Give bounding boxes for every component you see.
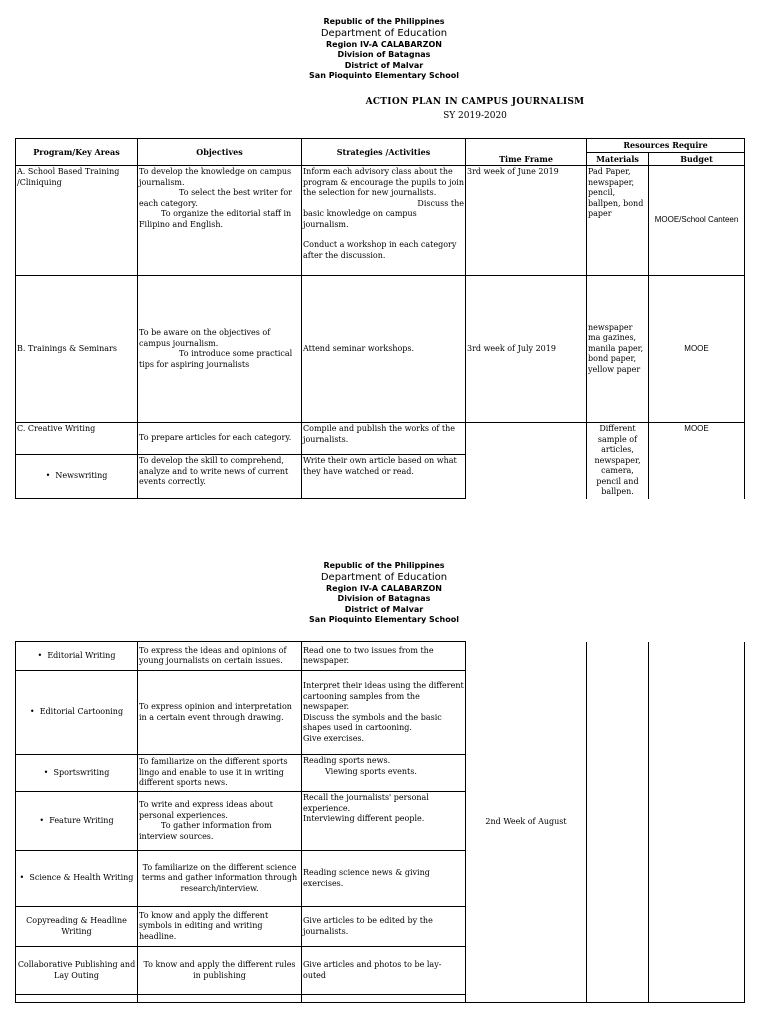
- col-objectives: Objectives: [138, 139, 302, 166]
- strategies-b: Attend seminar workshops.: [302, 276, 466, 423]
- strategies-copyreading: Give articles to be edited by the journalists.: [302, 907, 466, 947]
- objectives-science: To familiarize on the different science terms and gather information through research/interview.: [138, 851, 302, 907]
- program-c: C. Creative Writing: [16, 423, 138, 455]
- header-school: San Pioquinto Elementary School: [309, 615, 459, 624]
- program-copyreading: Copyreading & Headline Writing: [16, 907, 138, 947]
- page1-header: [0, 17, 768, 82]
- strategies-newswriting: Write their own article based on what they have watched or read.: [302, 455, 466, 499]
- objectives-copyreading: To know and apply the different symbols in editing and writing headline.: [138, 907, 302, 947]
- table-row: [16, 423, 745, 455]
- objectives-newswriting: To develop the skill to comprehend, analyze and to write news of current events correctly.: [138, 455, 302, 499]
- col-program: Program/Key Areas: [16, 139, 138, 166]
- strategies-cartooning: Interpret their ideas using the different cartooning samples from the newspaper. Discuss the symbols and the basic shapes used in cartooning. Give exercises.: [302, 671, 466, 755]
- header-school: San Pioquinto Elementary School: [309, 71, 459, 80]
- header-republic: Republic of the Philippines: [323, 561, 445, 570]
- program-a: A. School Based Training /Cliniquing: [16, 166, 138, 276]
- time-b: 3rd week of July 2019: [466, 276, 587, 423]
- budget-page2: [649, 642, 745, 1003]
- strategies-c: Compile and publish the works of the journalists.: [302, 423, 466, 455]
- materials-b: newspaper ma gazines, manila paper, bond paper, yellow paper: [587, 276, 649, 423]
- program-empty: [16, 995, 138, 1003]
- strategies-empty: [302, 995, 466, 1003]
- strategies-a: Inform each advisory class about the program & encourage the pupils to join the selection for new journalists. Discuss the basic knowledge on campus journalism. Conduct a workshop in each category after the discussion.: [302, 166, 466, 276]
- objectives-empty: [138, 995, 302, 1003]
- school-year: SY 2019-2020: [443, 111, 507, 121]
- program-editorial: • Editorial Writing: [16, 642, 138, 671]
- materials-a: Pad Paper, newspaper, pencil, ballpen, bond paper: [587, 166, 649, 276]
- program-cartooning: • Editorial Cartooning: [16, 671, 138, 755]
- plan-title: ACTION PLAN IN CAMPUS JOURNALISM: [365, 97, 585, 107]
- header-division: Division of Batagnas: [337, 594, 431, 603]
- header-department: Department of Education: [320, 27, 448, 39]
- strategies-science: Reading science news & giving exercises.: [302, 851, 466, 907]
- objectives-sportswriting: To familiarize on the different sports lingo and enable to use it in writing different sports news.: [138, 755, 302, 792]
- strategies-collaborative: Give articles and photos to be lay-outed: [302, 947, 466, 995]
- objectives-cartooning: To express opinion and interpretation in a certain event through drawing.: [138, 671, 302, 755]
- budget-c: MOOE: [649, 423, 745, 499]
- time-page2: 2nd Week of August: [466, 642, 587, 1003]
- header-division: Division of Batagnas: [337, 50, 431, 59]
- header-republic: Republic of the Philippines: [323, 17, 445, 26]
- header-department: Department of Education: [320, 571, 448, 583]
- strategies-feature: Recall the journalists' personal experience. Interviewing different people.: [302, 792, 466, 851]
- strategies-sportswriting: Reading sports news. Viewing sports events.: [302, 755, 466, 792]
- program-sportswriting: • Sportswriting: [16, 755, 138, 792]
- col-strategies: Strategies /Activities: [302, 139, 466, 166]
- header-district: District of Malvar: [344, 60, 424, 70]
- objectives-c: To prepare articles for each category.: [138, 423, 302, 455]
- col-resources: Resources Require: [587, 139, 745, 153]
- program-newswriting: • Newswriting: [16, 455, 138, 499]
- strategies-editorial: Read one to two issues from the newspaper.: [302, 642, 466, 671]
- objectives-a: To develop the knowledge on campus journalism. To select the best writer for each category. To organize the editorial staff in Filipino and English.: [138, 166, 302, 276]
- materials-page2: [587, 642, 649, 1003]
- program-feature: • Feature Writing: [16, 792, 138, 851]
- objectives-b: To be aware on the objectives of campus journalism. To introduce some practical tips for aspiring journalists: [138, 276, 302, 423]
- col-time-frame: Time Frame: [466, 139, 587, 166]
- header-region: Region IV-A CALABARZON: [325, 39, 442, 49]
- program-science: • Science & Health Writing: [16, 851, 138, 907]
- col-materials: Materials: [587, 152, 649, 166]
- objectives-feature: To write and express ideas about personal experiences. To gather information from interview sources.: [138, 792, 302, 851]
- time-c: [466, 423, 587, 499]
- action-plan-table-page1: [15, 138, 745, 499]
- table-row: [16, 276, 745, 423]
- page2-header: [0, 561, 768, 626]
- program-collaborative: Collaborative Publishing and Lay Outing: [16, 947, 138, 995]
- table-row: [16, 642, 745, 671]
- materials-c: Different sample of articles, newspaper, camera, pencil and ballpen.: [587, 423, 649, 499]
- action-plan-table-page2: [15, 641, 745, 1003]
- budget-a: MOOE/School Canteen: [649, 166, 745, 276]
- objectives-editorial: To express the ideas and opinions of young journalists on certain issues.: [138, 642, 302, 671]
- objectives-collaborative: To know and apply the different rules in publishing: [138, 947, 302, 995]
- col-budget: Budget: [649, 152, 745, 166]
- time-a: 3rd week of June 2019: [466, 166, 587, 276]
- budget-b: MOOE: [649, 276, 745, 423]
- header-region: Region IV-A CALABARZON: [325, 583, 442, 593]
- table-row: [16, 166, 745, 276]
- header-district: District of Malvar: [344, 604, 424, 614]
- program-b: B. Trainings & Seminars: [16, 276, 138, 423]
